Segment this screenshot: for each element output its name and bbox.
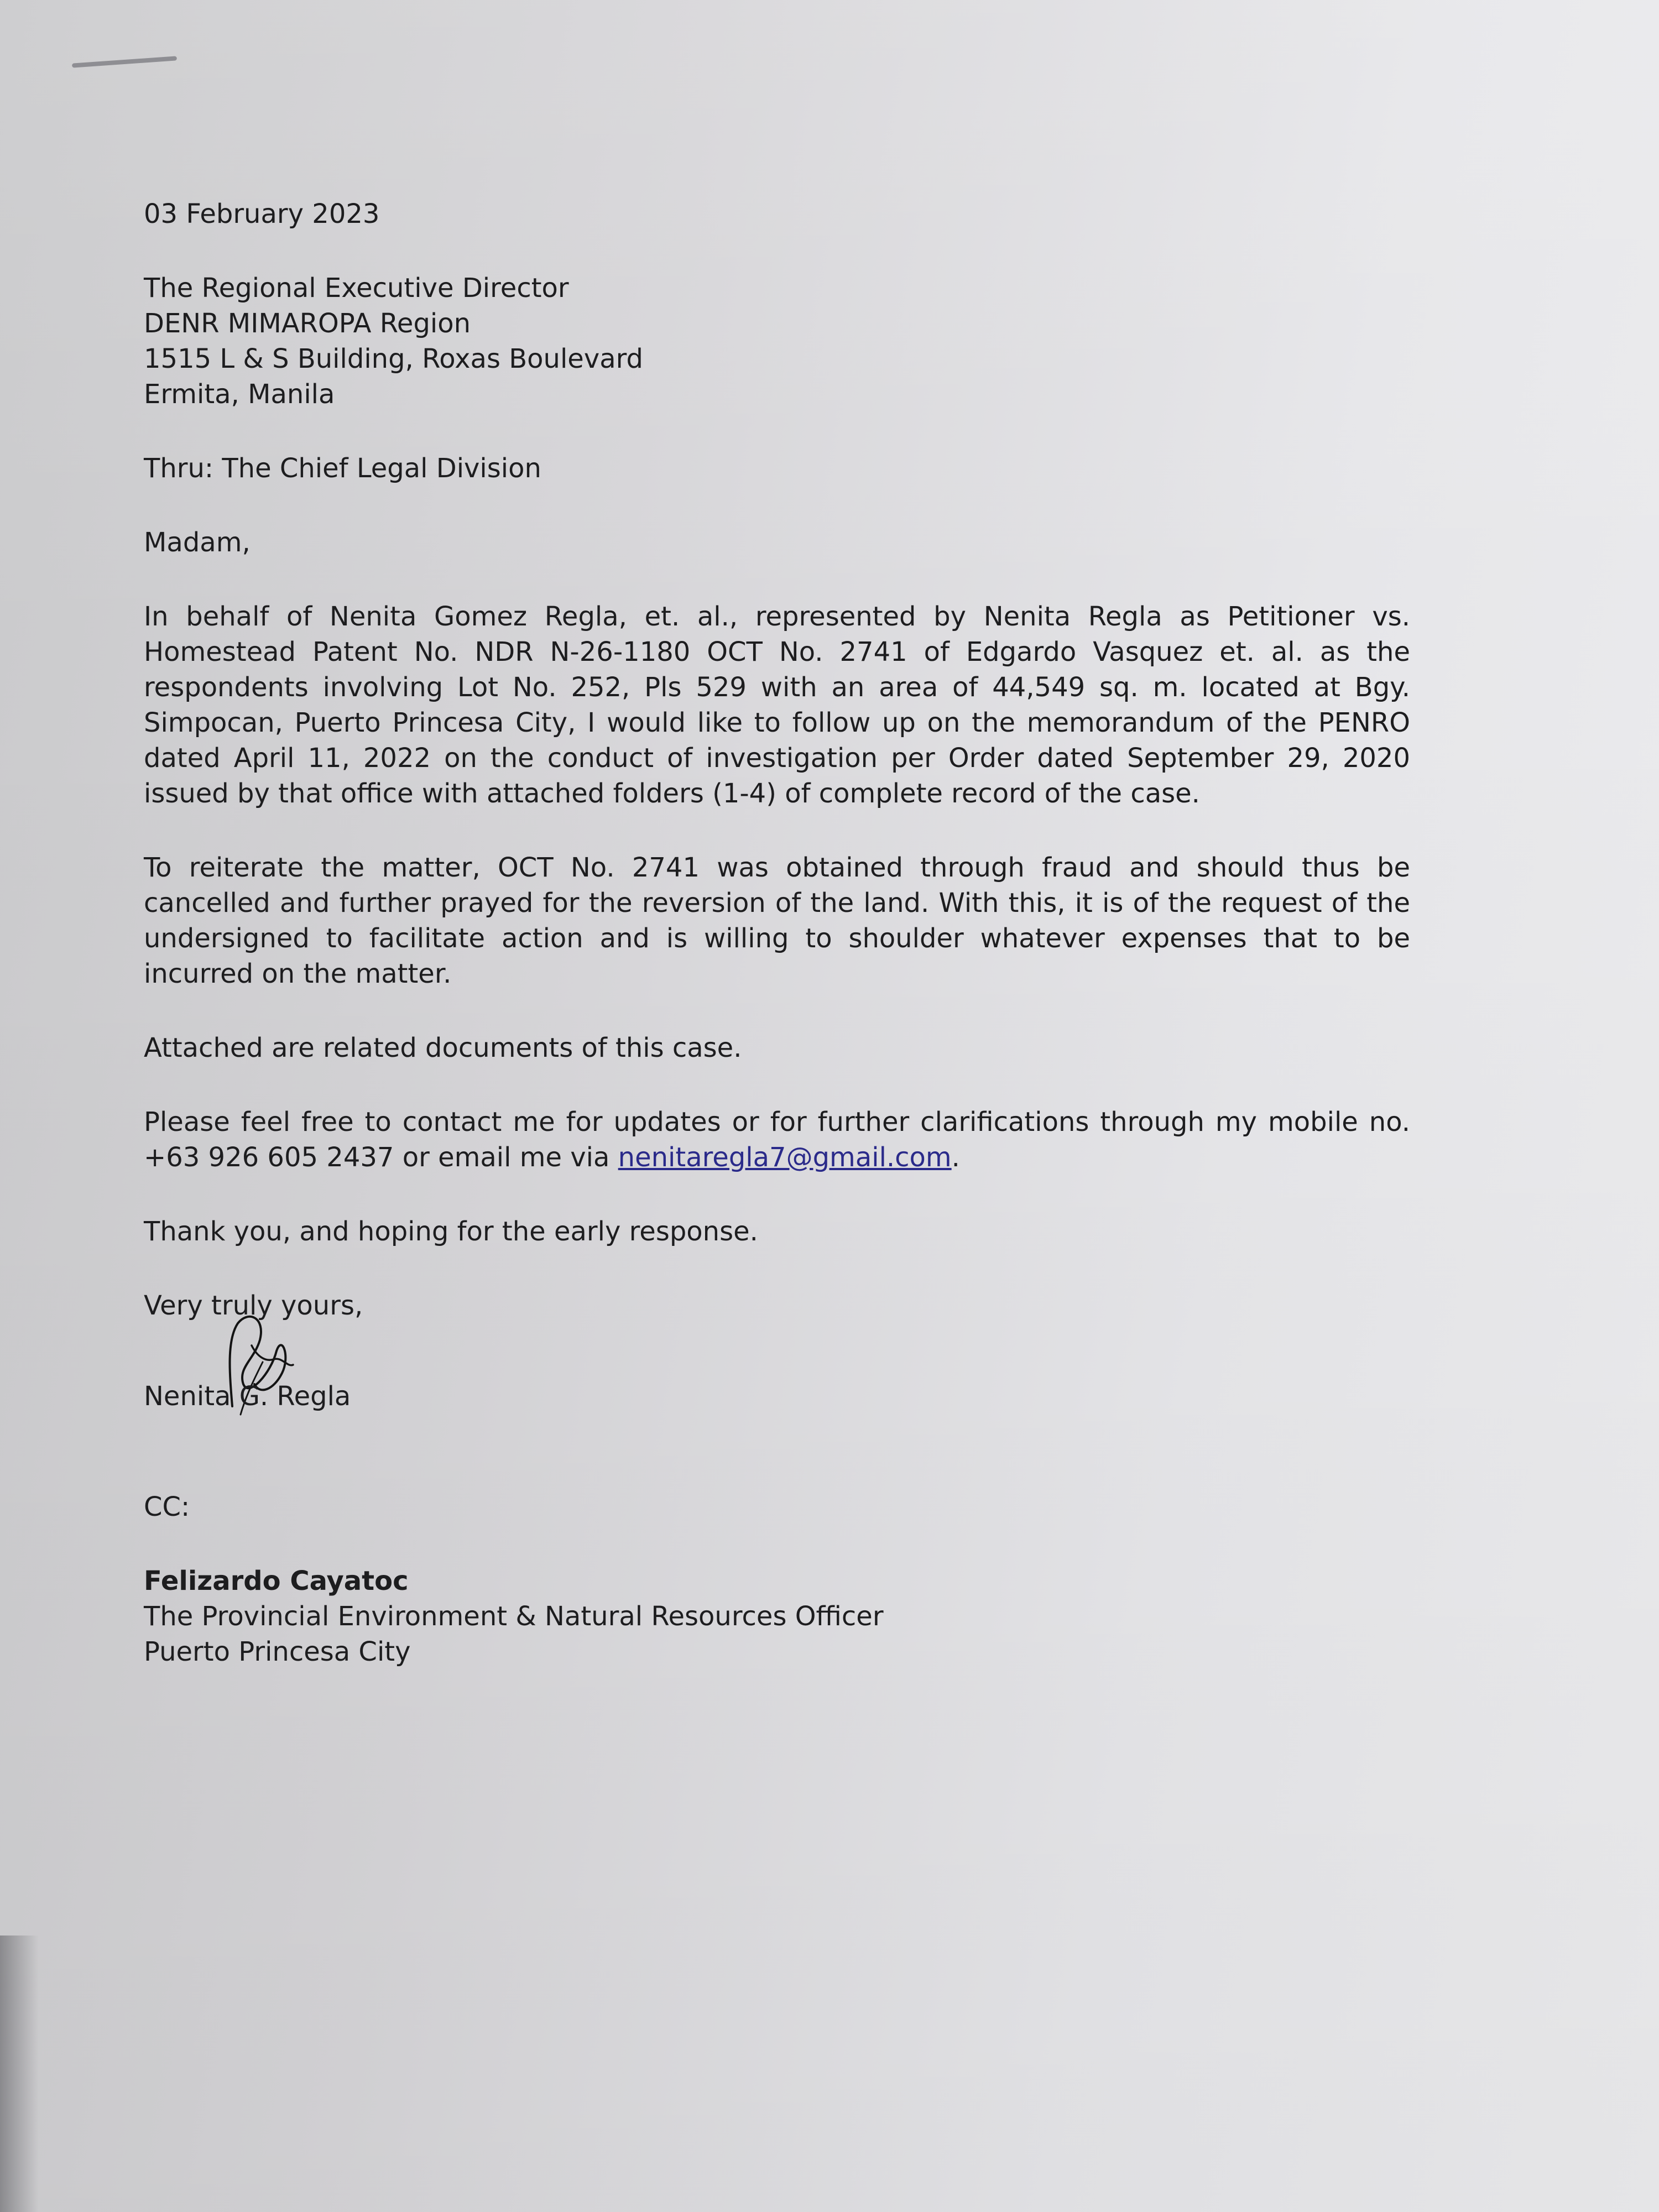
paragraph-1: In behalf of Nenita Gomez Regla, et. al., represented by Nenita Regla as Petitioner vs. Homestead Patent No. NDR N-26-1180 OCT No. 2741 of Edgardo Vasquez et. al. as the respondents involving Lot No. 252, Pls 529 with an area of 44,549 sq. m. located at Bgy. Simpocan, Puerto Princesa City, I would like to follow up on the memorandum of the PENRO dated April 11, 2022 on the conduct of investigation per Order dated September 29, 2020 issued by that office with attached folders (1-4) of complete record of the case.: [144, 601, 1410, 809]
letter-date: 03 February 2023: [144, 199, 380, 229]
paragraph-4: [144, 1104, 1410, 1175]
cc-location: Puerto Princesa City: [144, 1636, 411, 1667]
closing: Very truly yours,: [144, 1290, 363, 1321]
staple-mark: [72, 56, 177, 67]
paragraph-4-end: .: [951, 1142, 960, 1173]
letter-body: [144, 196, 1416, 1670]
paragraph-3: Attached are related documents of this case.: [144, 1032, 742, 1063]
paragraph-5: Thank you, and hoping for the early response.: [144, 1216, 758, 1247]
signer-name: Nenita G. Regla: [144, 1381, 351, 1412]
recipient-line-1: The Regional Executive Director: [144, 273, 569, 304]
cc-title: The Provincial Environment & Natural Resources Officer: [144, 1601, 884, 1632]
page-shadow: [0, 1936, 39, 2212]
cc-block: [144, 1563, 1416, 1670]
thru-line: Thru: The Chief Legal Division: [144, 453, 541, 484]
paragraph-2: To reiterate the matter, OCT No. 2741 was obtained through fraud and should thus be cancelled and further prayed for the reversion of the land. With this, it is of the request of the undersigned to facilitate action and is willing to shoulder whatever expenses that to be incurred on the matter.: [144, 852, 1410, 989]
paragraph-4-text: Please feel free to contact me for updates or for further clarifications through my mobile no. +63 926 605 2437 or email me via: [144, 1107, 1410, 1173]
email-link[interactable]: nenitaregla7@gmail.com: [618, 1142, 952, 1173]
recipient-address: [144, 270, 1416, 412]
cc-name: Felizardo Cayatoc: [144, 1566, 409, 1597]
recipient-line-4: Ermita, Manila: [144, 379, 335, 410]
signature-block: [144, 1340, 1416, 1423]
salutation: Madam,: [144, 527, 251, 558]
recipient-line-3: 1515 L & S Building, Roxas Boulevard: [144, 343, 643, 374]
recipient-line-2: DENR MIMAROPA Region: [144, 308, 471, 339]
cc-label: CC:: [144, 1491, 190, 1522]
